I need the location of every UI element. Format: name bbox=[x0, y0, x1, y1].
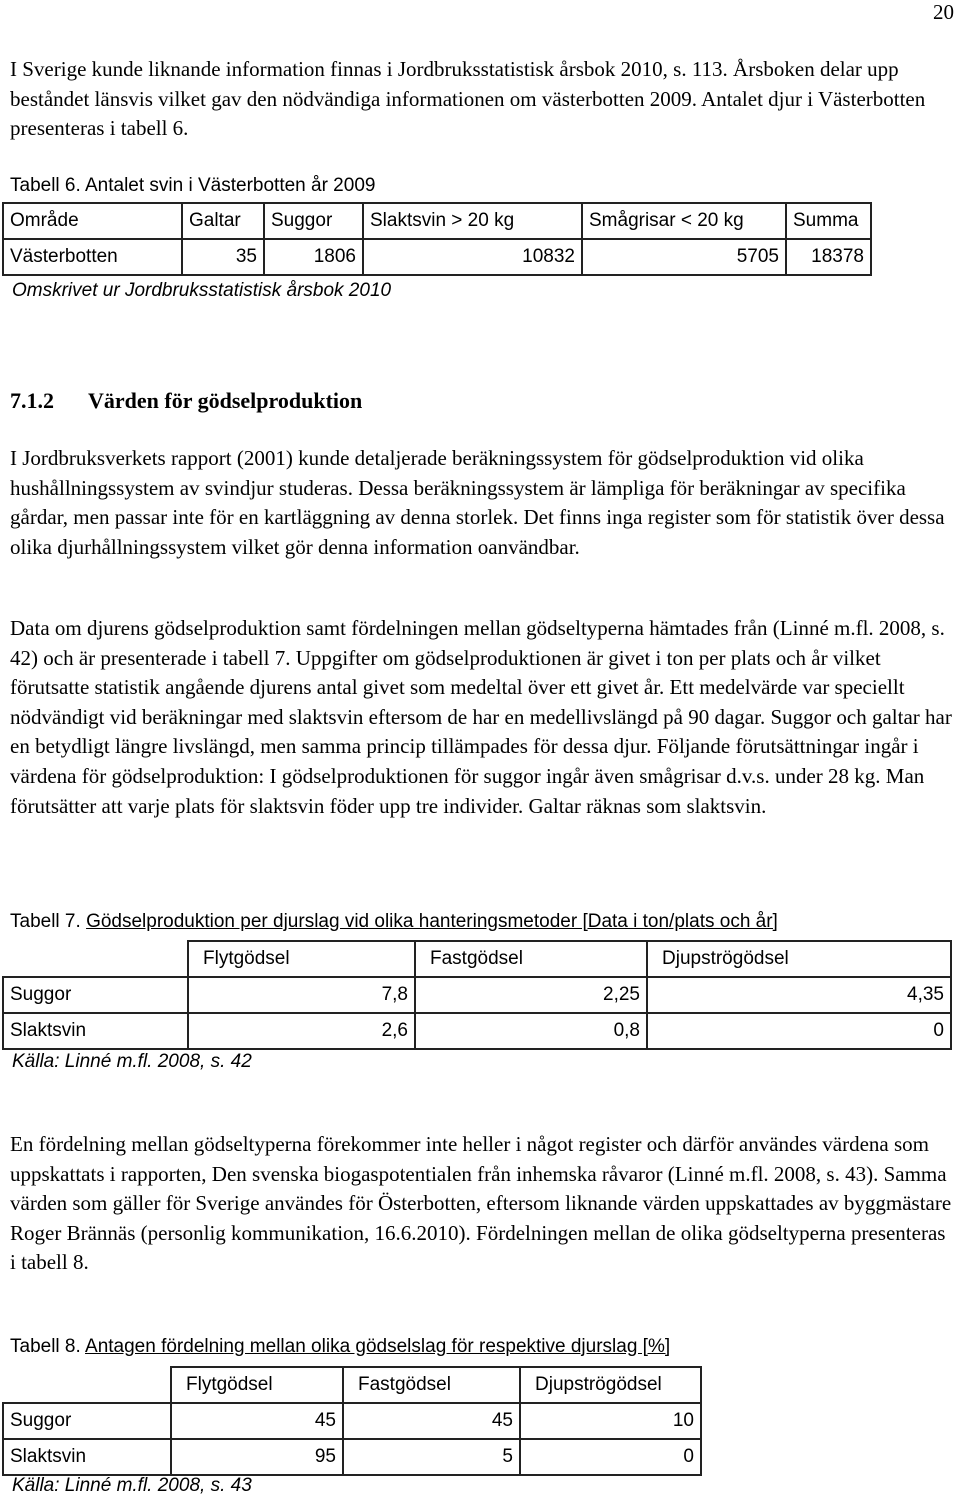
table-row bbox=[3, 977, 951, 1013]
table8-cell: 10 bbox=[520, 1403, 701, 1439]
table7-cell: Suggor bbox=[3, 977, 188, 1013]
table7-cell: 7,8 bbox=[188, 977, 415, 1013]
table8-source: Källa: Linné m.fl. 2008, s. 43 bbox=[12, 1475, 252, 1496]
table8-caption-label: Tabell 8. bbox=[10, 1336, 81, 1357]
table-row bbox=[3, 1439, 701, 1475]
table7-cell: 2,25 bbox=[415, 977, 647, 1013]
table8-cell: 45 bbox=[343, 1403, 520, 1439]
section-number: 7.1.2 bbox=[10, 388, 54, 413]
table6-header-cell: Summa bbox=[786, 203, 871, 239]
intro-paragraph: I Sverige kunde liknande information finnas i Jordbruksstatistisk årsbok 2010, s. 113. Årsboken delar upp beståndet länsvis vilket gav den nödvändiga informationen om västerbotten 2009. Antalet djur i Västerbotten presenteras i tabell 6. bbox=[10, 57, 926, 141]
table6-header-row bbox=[3, 203, 871, 239]
table8-caption-text: Antagen fördelning mellan olika gödselslag för respektive djurslag [%] bbox=[85, 1336, 671, 1357]
table6-header-cell: Område bbox=[3, 203, 182, 239]
table7-header-cell: Fastgödsel bbox=[415, 941, 647, 977]
table8 bbox=[2, 1366, 702, 1476]
page-number: 20 bbox=[933, 0, 954, 24]
table7-caption bbox=[10, 911, 778, 933]
table6-caption: Tabell 6. Antalet svin i Västerbotten år 2009 bbox=[10, 175, 376, 196]
table7-cell: 0 bbox=[647, 1013, 951, 1049]
table6-cell: 1806 bbox=[264, 239, 363, 275]
table8-header-cell bbox=[3, 1367, 171, 1403]
table-row bbox=[3, 1403, 701, 1439]
table6-header-cell: Galtar bbox=[182, 203, 264, 239]
table6-source: Omskrivet ur Jordbruksstatistisk årsbok 2010 bbox=[12, 280, 392, 301]
table7-header-cell: Djupströgödsel bbox=[647, 941, 951, 977]
paragraph-3: Data om djurens gödselproduktion samt fördelningen mellan gödseltyperna hämtades från (Linné m.fl. 2008, s. 42) och är presenterade i tabell 7. Uppgifter om gödselproduktionen är givet i ton per plats och år vilket förutsatte statistik angående djurens antal givet som medeltal över ett givet år. Ett medelvärde var speciellt nödvändigt vid beräkningar med slaktsvin eftersom de har en medellivslängd på 90 dagar. Suggor och galtar har en betydligt längre livslängd, men samma princip tillämpades för dessa djur. Följande förutsättningar ingår i värdena för gödselproduktion: I gödselproduktionen för suggor ingår även smågrisar d.v.s. under 28 kg. Man förutsätter att varje plats för slaktsvin föder upp tre individer. Galtar räknas som slaktsvin. bbox=[10, 616, 952, 818]
table8-cell: 45 bbox=[171, 1403, 343, 1439]
table7-cell: Slaktsvin bbox=[3, 1013, 188, 1049]
table8-header-row bbox=[3, 1367, 701, 1403]
table8-cell: 5 bbox=[343, 1439, 520, 1475]
section-title: Värden för gödselproduktion bbox=[88, 388, 363, 413]
paragraph-2: I Jordbruksverkets rapport (2001) kunde detaljerade beräkningssystem för gödselproduktion vid olika hushållningssystem av svindjur studeras. Dessa beräkningssystem är lämpliga för beräkningar av specifika gårdar, men passar inte för en kartläggning av denna storlek. Det finns inga register som för statistik över dessa olika djurhållningssystem vilket gör denna information oanvändbar. bbox=[10, 446, 945, 559]
section-heading bbox=[10, 388, 362, 414]
table7-source: Källa: Linné m.fl. 2008, s. 42 bbox=[12, 1051, 252, 1072]
table8-cell: Slaktsvin bbox=[3, 1439, 171, 1475]
table6-cell: 18378 bbox=[786, 239, 871, 275]
table6-cell: Västerbotten bbox=[3, 239, 182, 275]
table7-cell: 2,6 bbox=[188, 1013, 415, 1049]
table6 bbox=[2, 202, 872, 276]
table7-header-cell: Flytgödsel bbox=[188, 941, 415, 977]
table6-header-cell: Slaktsvin > 20 kg bbox=[363, 203, 582, 239]
table6-cell: 35 bbox=[182, 239, 264, 275]
table-row bbox=[3, 239, 871, 275]
table7 bbox=[2, 940, 952, 1050]
table8-cell: Suggor bbox=[3, 1403, 171, 1439]
paragraph-4: En fördelning mellan gödseltyperna förekommer inte heller i något register och därför användes värdena som uppskattats i rapporten, Den svenska biogaspotentialen från inhemska råvaror (Linné m.fl. 2008, s. 43). Samma värden som gäller för Sverige användes för Österbotten, eftersom liknande värden uppskattades av byggmästare Roger Brännäs (personlig kommunikation, 16.6.2010). Fördelningen mellan de olika gödseltyperna presenteras i tabell 8. bbox=[10, 1132, 952, 1275]
table6-header-cell: Suggor bbox=[264, 203, 363, 239]
table8-cell: 95 bbox=[171, 1439, 343, 1475]
table8-header-cell: Djupströgödsel bbox=[520, 1367, 701, 1403]
table6-cell: 10832 bbox=[363, 239, 582, 275]
table-row bbox=[3, 1013, 951, 1049]
table7-header-row bbox=[3, 941, 951, 977]
table8-header-cell: Flytgödsel bbox=[171, 1367, 343, 1403]
table8-caption bbox=[10, 1336, 670, 1358]
table7-header-cell bbox=[3, 941, 188, 977]
table7-cell: 4,35 bbox=[647, 977, 951, 1013]
table7-caption-text: Gödselproduktion per djurslag vid olika hanteringsmetoder [Data i ton/plats och år] bbox=[86, 911, 778, 932]
table7-caption-label: Tabell 7. bbox=[10, 911, 81, 932]
table7-cell: 0,8 bbox=[415, 1013, 647, 1049]
table8-cell: 0 bbox=[520, 1439, 701, 1475]
table8-header-cell: Fastgödsel bbox=[343, 1367, 520, 1403]
table6-header-cell: Smågrisar < 20 kg bbox=[582, 203, 786, 239]
table6-cell: 5705 bbox=[582, 239, 786, 275]
